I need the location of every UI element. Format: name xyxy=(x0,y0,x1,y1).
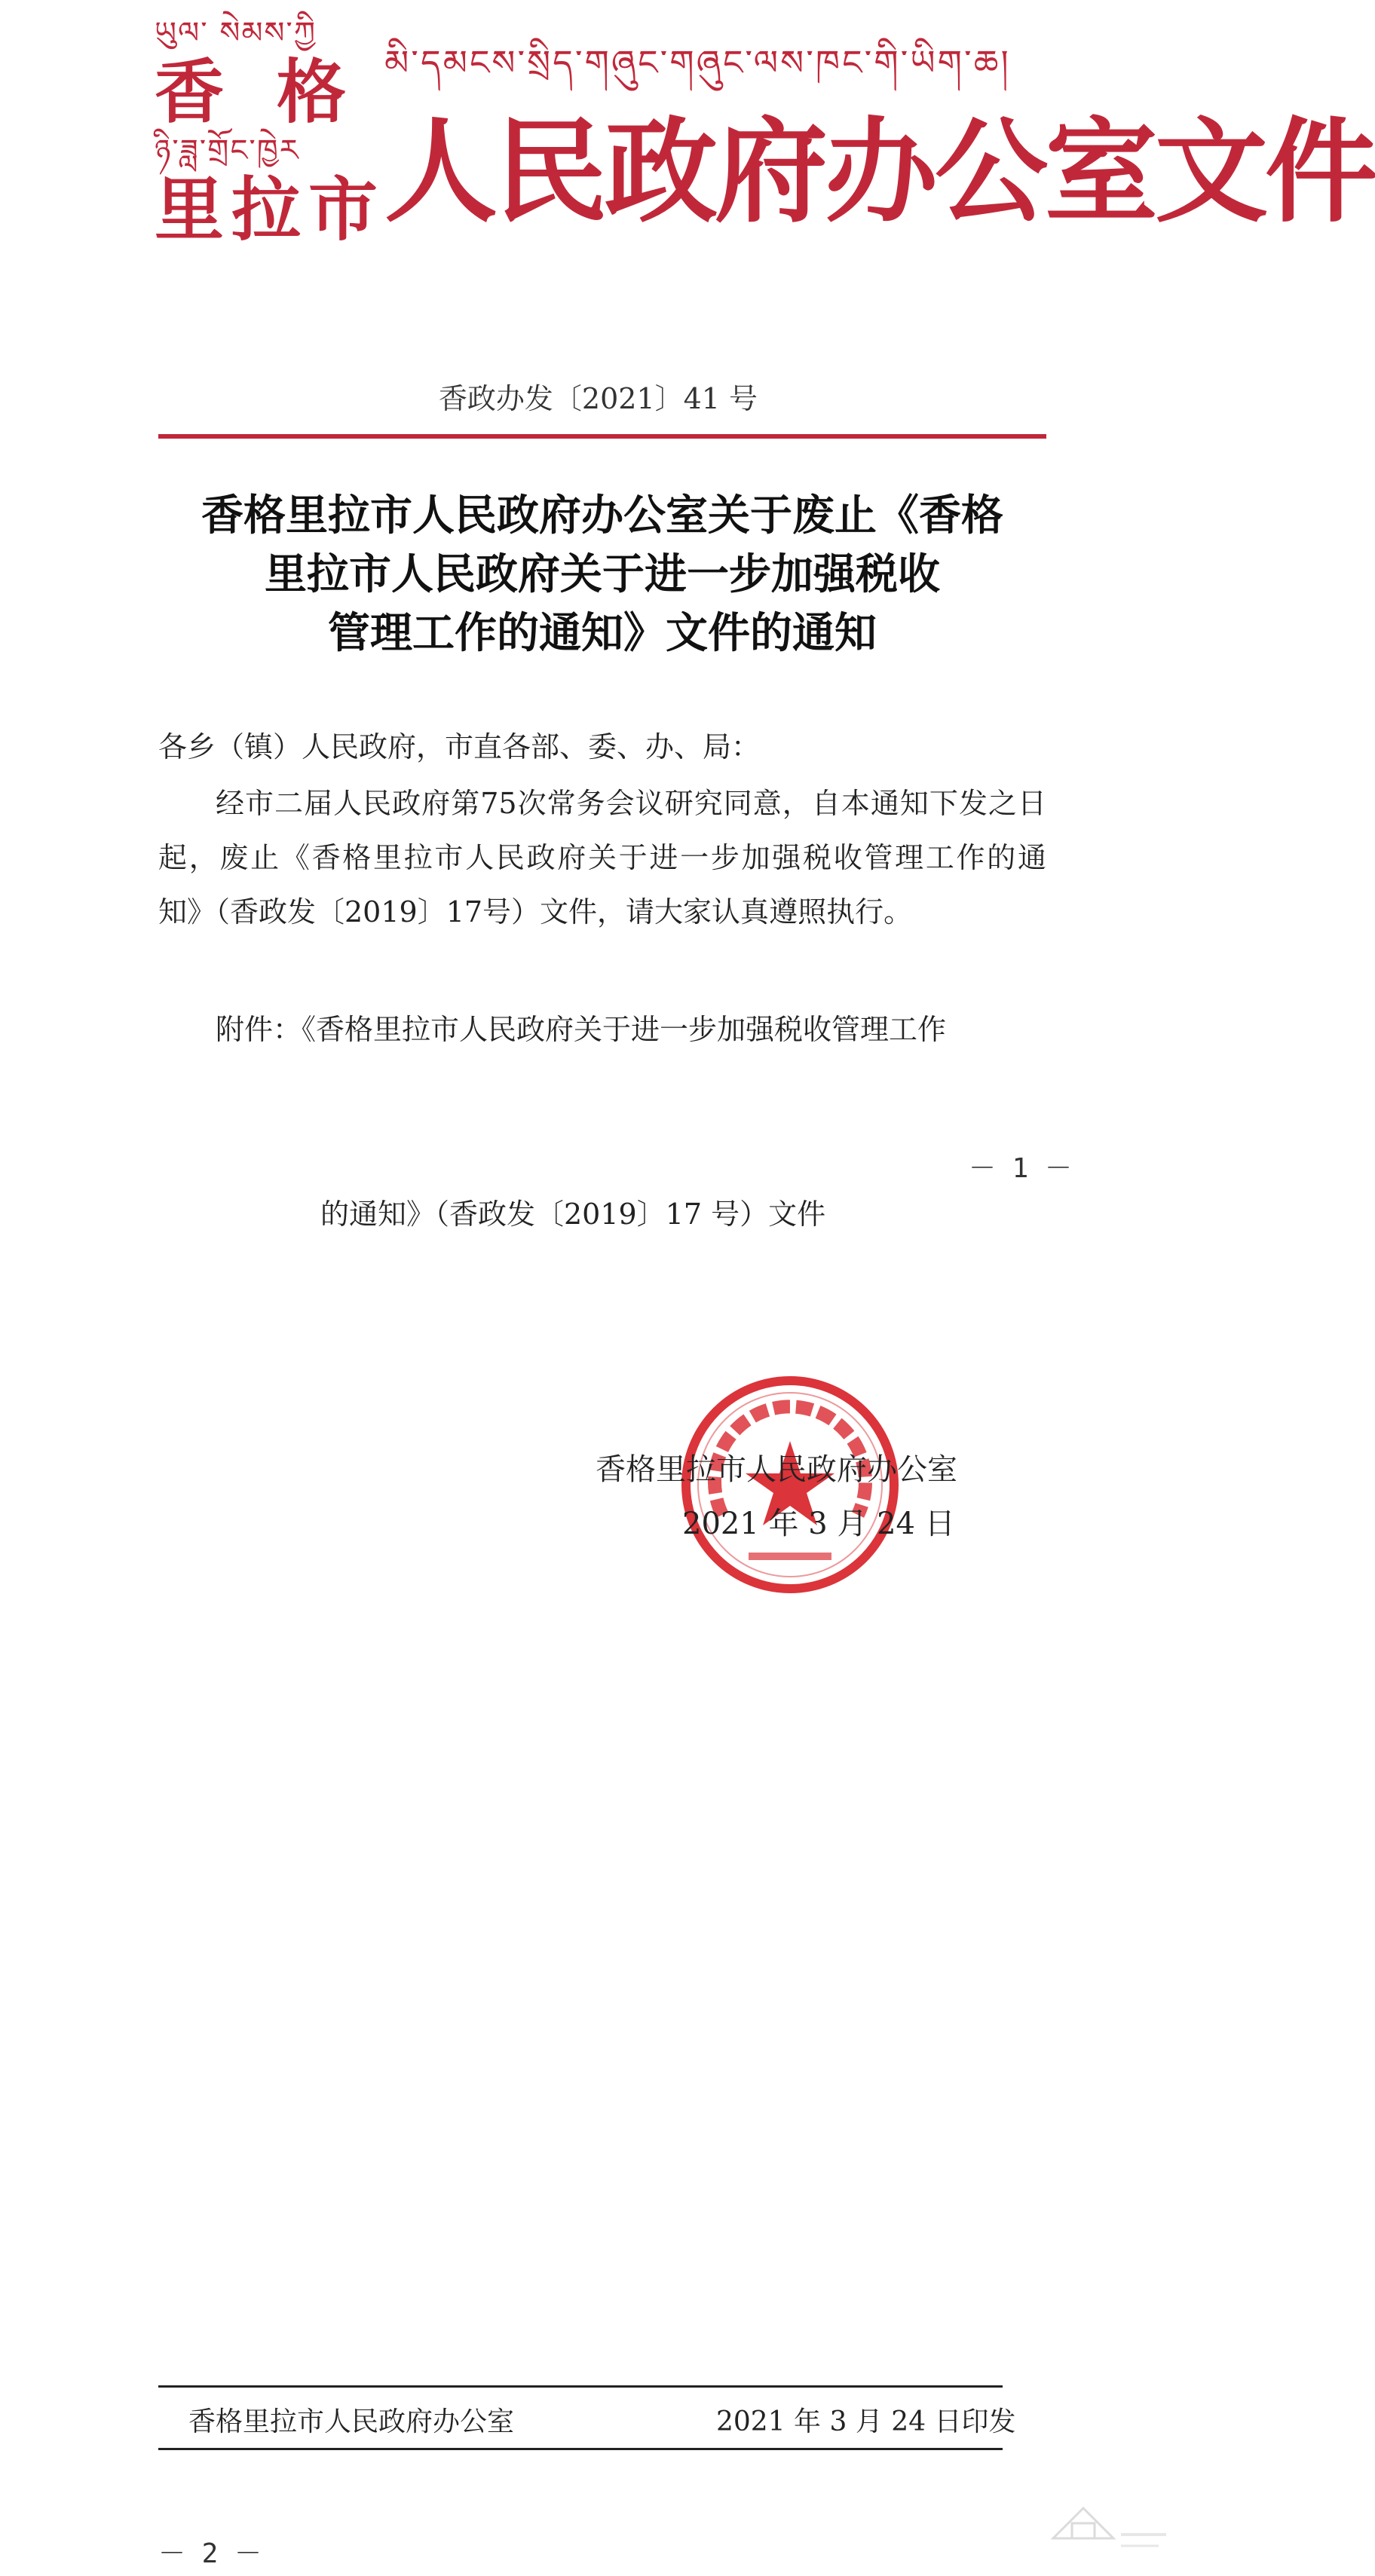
document-number: 香政办发〔2021〕41 号 xyxy=(438,382,758,415)
masthead-chinese-small-1: 香格 xyxy=(155,51,400,133)
masthead-tibetan-long: མི་དམངས་སྲིད་གཞུང་གཞུང་ལས་ཁང་གི་ཡིག་ཆ། xyxy=(384,42,1011,83)
page-number-2: － 2 － xyxy=(158,2538,262,2569)
footer-issuer: 香格里拉市人民政府办公室 xyxy=(188,2406,515,2437)
title-line-1: 香格里拉市人民政府办公室关于废止《香格 xyxy=(201,491,1003,540)
masthead-left xyxy=(155,14,400,250)
attachment-line-1: 附件：《香格里拉市人民政府关于进一步加强税收管理工作 xyxy=(216,1013,947,1046)
title-line-3: 管理工作的通知》文件的通知 xyxy=(328,608,877,658)
footer-rule-top xyxy=(158,2385,1003,2388)
title-line-2: 里拉市人民政府关于进一步加强税收 xyxy=(265,549,940,599)
signer-name: 香格里拉市人民政府办公室 xyxy=(596,1452,957,1487)
body-paragraph: 经市二届人民政府第75次常务会议研究同意，自本通知下发之日起，废止《香格里拉市人民政府关于进一步加强税收管理工作的通知》（香政发〔2019〕17号）文件，请大家认真遵照执行。 xyxy=(158,787,1046,929)
document-title xyxy=(158,486,1046,662)
masthead-right xyxy=(384,36,1375,240)
masthead-title: 人民政府办公室文件 xyxy=(384,106,1375,238)
attachment-line-2: 的通知》（香政发〔2019〕17 号）文件 xyxy=(320,1198,826,1231)
red-divider xyxy=(158,434,1046,439)
masthead-chinese-small-2: 里拉市 xyxy=(155,169,386,250)
footer-print-date: 2021 年 3 月 24 日印发 xyxy=(716,2406,1016,2437)
masthead-tibetan-small-1: ཡུལ་ སེམས་ཀྱི xyxy=(155,16,317,50)
salutation: 各乡（镇）人民政府，市直各部、委、办、局： xyxy=(158,730,761,763)
page-number-1: － 1 － xyxy=(969,1153,1073,1184)
signature-date: 2021 年 3 月 24 日 xyxy=(682,1507,955,1541)
site-watermark-icon xyxy=(1038,2493,1174,2561)
masthead-tibetan-small-2: ཉི་ཟླ་གྲོང་ཁྱེར xyxy=(155,133,300,168)
footer-rule-bottom xyxy=(158,2448,1003,2450)
